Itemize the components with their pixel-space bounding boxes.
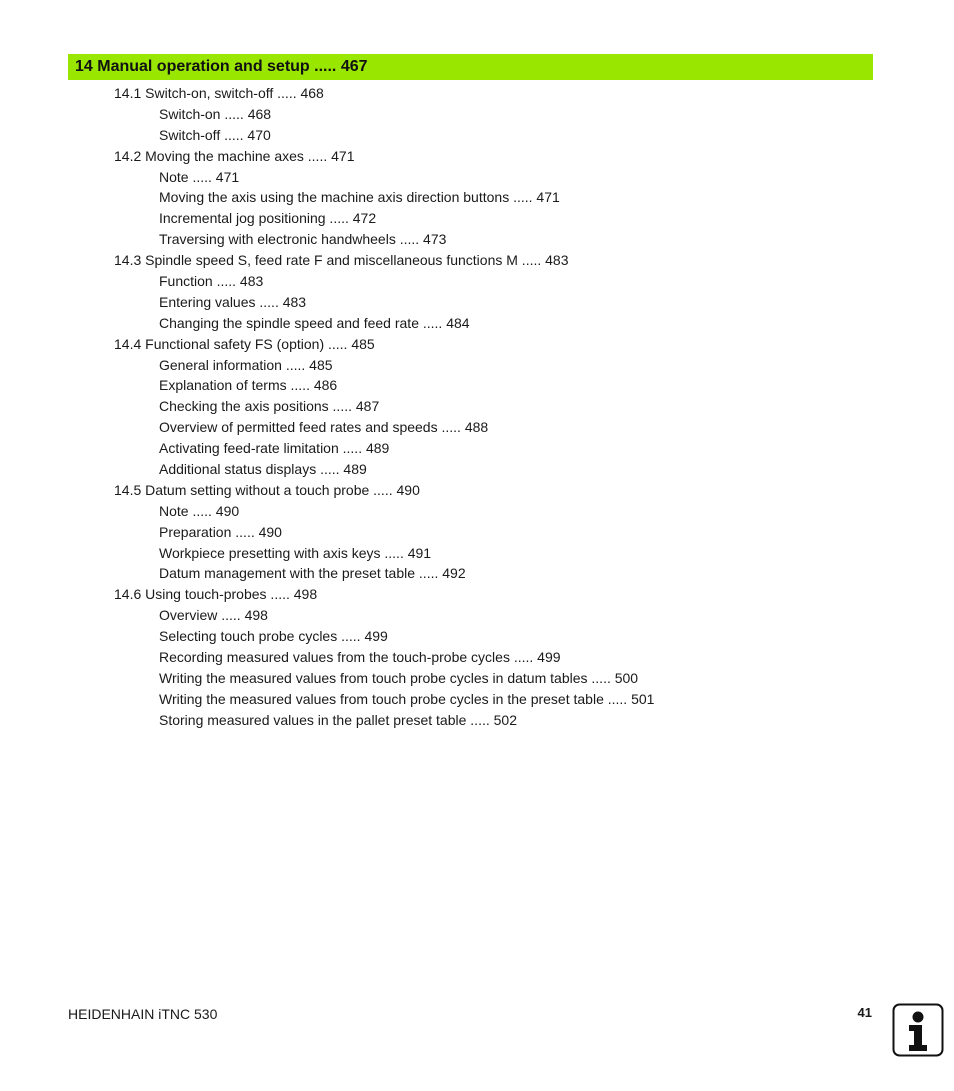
toc-section-link[interactable]: 14.5 Datum setting without a touch probe ..... 490: [114, 481, 420, 498]
toc-entry-link[interactable]: Entering values ..... 483: [159, 293, 307, 310]
toc-section-link[interactable]: 14.1 Switch-on, switch-off ..... 468: [114, 85, 324, 101]
chapter-header: [68, 54, 873, 80]
toc-entry-link[interactable]: Switch-on ..... 468: [159, 105, 272, 122]
toc-entry-link[interactable]: Note ..... 490: [159, 502, 240, 519]
toc-entry-link[interactable]: Overview of permitted feed rates and speeds ..... 488: [159, 419, 489, 436]
info-icon-graphic: [892, 1003, 944, 1057]
toc-entry-link[interactable]: Preparation ..... 490: [159, 523, 282, 540]
toc-entry-link[interactable]: Checking the axis positions ..... 487: [159, 398, 380, 415]
toc-section-link[interactable]: 14.4 Functional safety FS (option) ..... 485: [114, 335, 375, 352]
chapter-title[interactable]: 14 Manual operation and setup ..... 467: [75, 58, 368, 75]
toc-entry-link[interactable]: Moving the axis using the machine axis direction buttons ..... 471: [159, 189, 560, 206]
toc-entry-link[interactable]: Function ..... 483: [159, 273, 264, 290]
toc-entry-link[interactable]: Storing measured values in the pallet preset table ..... 502: [159, 711, 517, 728]
toc-entry-link[interactable]: Note ..... 471: [159, 168, 240, 185]
toc-entry-link[interactable]: Selecting touch probe cycles ..... 499: [159, 628, 388, 645]
toc-entry-link[interactable]: Datum management with the preset table ..... 492: [159, 565, 466, 582]
toc-entry-link[interactable]: Activating feed-rate limitation ..... 489: [159, 440, 390, 457]
toc-entry-link[interactable]: Writing the measured values from touch probe cycles in the preset table ..... 501: [159, 690, 655, 707]
toc-entry-link[interactable]: Switch-off ..... 470: [159, 126, 271, 143]
toc-entry-link[interactable]: Traversing with electronic handwheels ..... 473: [159, 231, 447, 248]
toc-entry-link[interactable]: Writing the measured values from touch probe cycles in datum tables ..... 500: [159, 669, 639, 686]
toc-section-link[interactable]: 14.2 Moving the machine axes ..... 471: [114, 147, 355, 164]
toc-section-link[interactable]: 14.6 Using touch-probes ..... 498: [114, 586, 318, 603]
toc-entry-link[interactable]: Workpiece presetting with axis keys ..... 491: [159, 544, 432, 561]
toc-section-link[interactable]: 14.3 Spindle speed S, feed rate F and miscellaneous functions M ..... 483: [114, 252, 569, 269]
toc-entry-link[interactable]: Incremental jog positioning ..... 472: [159, 210, 377, 227]
toc-entry-link[interactable]: Explanation of terms ..... 486: [159, 377, 338, 394]
toc-entry-link[interactable]: General information ..... 485: [159, 356, 333, 373]
toc-entry-link[interactable]: Additional status displays ..... 489: [159, 461, 367, 478]
info-icon[interactable]: [892, 1003, 944, 1057]
toc-entry-link[interactable]: Overview ..... 498: [159, 607, 268, 624]
footer-product-name: HEIDENHAIN iTNC 530: [68, 1006, 218, 1022]
table-of-contents: [0, 83, 954, 731]
page-number: 41: [857, 1005, 872, 1020]
toc-entry-link[interactable]: Recording measured values from the touch-probe cycles ..... 499: [159, 649, 561, 666]
toc-entry-link[interactable]: Changing the spindle speed and feed rate ..... 484: [159, 314, 470, 331]
